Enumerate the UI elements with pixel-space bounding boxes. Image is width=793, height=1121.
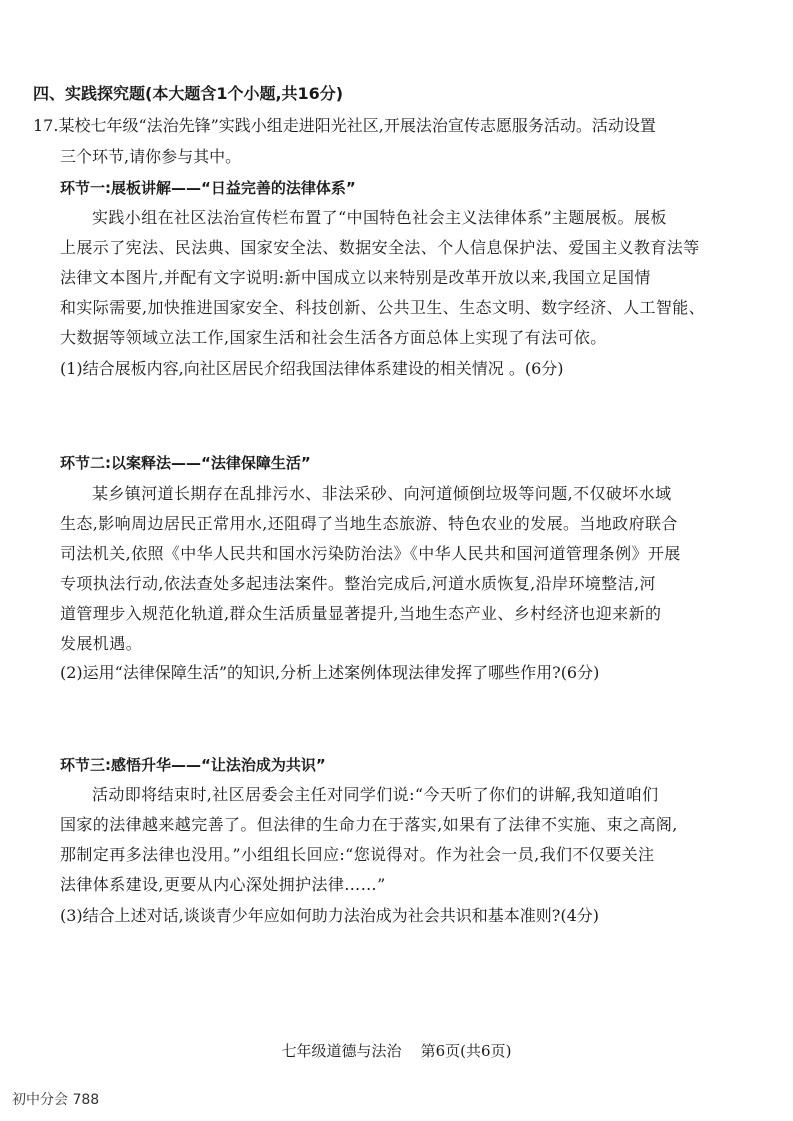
stage3-para-line: 活动即将结束时,社区居委会主任对同学们说:“今天听了你们的讲解,我知道咱们 bbox=[92, 785, 659, 804]
stage1-para-line: 大数据等领域立法工作,国家生活和社会生活各方面总体上实现了有法可依。 bbox=[60, 328, 607, 347]
stage3-question: (3)结合上述对话,谈谈青少年应如何助力法治成为社会共识和基本准则?(4分) bbox=[60, 906, 599, 925]
stage3-para-line: 那制定再多法律也没用。”小组组长回应:“您说得对。作为社会一员,我们不仅要关注 bbox=[60, 845, 655, 864]
footer-subject: 七年级道德与法治 bbox=[281, 1042, 402, 1060]
page-footer bbox=[0, 1040, 793, 1061]
stage3-para-line: 法律体系建设,更要从内心深处拥护法律……” bbox=[60, 875, 386, 894]
stage3-para-line: 国家的法律越来越完善了。但法律的生命力在于落实,如果有了法律不实施、束之高阁, bbox=[60, 815, 678, 834]
stage1-para-line: 和实际需要,加快推进国家安全、科技创新、公共卫生、生态文明、数字经济、人工智能、 bbox=[60, 298, 706, 317]
corner-watermark-text: 初中分会 788 bbox=[12, 1092, 100, 1108]
question-intro-line-2: 三个环节,请你参与其中。 bbox=[60, 147, 242, 166]
stage2-question: (2)运用“法律保障生活”的知识,分析上述案例体现法律发挥了哪些作用?(6分) bbox=[60, 663, 600, 682]
stage1-question: (1)结合展板内容,向社区居民介绍我国法律体系建设的相关情况 。(6分) bbox=[60, 359, 564, 378]
stage2-para-line: 某乡镇河道长期存在乱排污水、非法采砂、向河道倾倒垃圾等问题,不仅破坏水域 bbox=[92, 484, 672, 503]
stage2-para-line: 生态,影响周边居民正常用水,还阻碍了当地生态旅游、特色农业的发展。当地政府联合 bbox=[60, 514, 678, 533]
stage2-title: 环节二:以案释法——“法律保障生活” bbox=[60, 454, 311, 472]
stage3-title: 环节三:感悟升华——“让法治成为共识” bbox=[60, 756, 326, 774]
question-intro-line-1: 17.某校七年级“法治先锋”实践小组走进阳光社区,开展法治宣传志愿服务活动。活动设置 bbox=[33, 116, 656, 135]
stage1-para-line: 法律文本图片,并配有文字说明:新中国成立以来特别是改革开放以来,我国立足国情 bbox=[60, 268, 651, 287]
stage1-para-line: 上展示了宪法、民法典、国家安全法、数据安全法、个人信息保护法、爱国主义教育法等 bbox=[60, 238, 700, 257]
stage1-para-line: 实践小组在社区法治宣传栏布置了“中国特色社会主义法律体系”主题展板。展板 bbox=[92, 208, 667, 227]
section-heading: 四、实践探究题(本大题含1个小题,共16分) bbox=[33, 84, 344, 103]
stage2-para-line: 道管理步入规范化轨道,群众生活质量显著提升,当地生态产业、乡村经济也迎来新的 bbox=[60, 604, 662, 623]
stage2-para-line: 司法机关,依照《中华人民共和国水污染防治法》《中华人民共和国河道管理条例》开展 bbox=[60, 544, 681, 563]
stage1-title: 环节一:展板讲解——“日益完善的法律体系” bbox=[60, 179, 356, 197]
footer-page-number: 第6页(共6页) bbox=[420, 1042, 512, 1060]
stage2-para-line: 专项执法行动,依法查处多起违法案件。整治完成后,河道水质恢复,沿岸环境整洁,河 bbox=[60, 574, 656, 593]
stage2-para-line: 发展机遇。 bbox=[60, 634, 143, 653]
